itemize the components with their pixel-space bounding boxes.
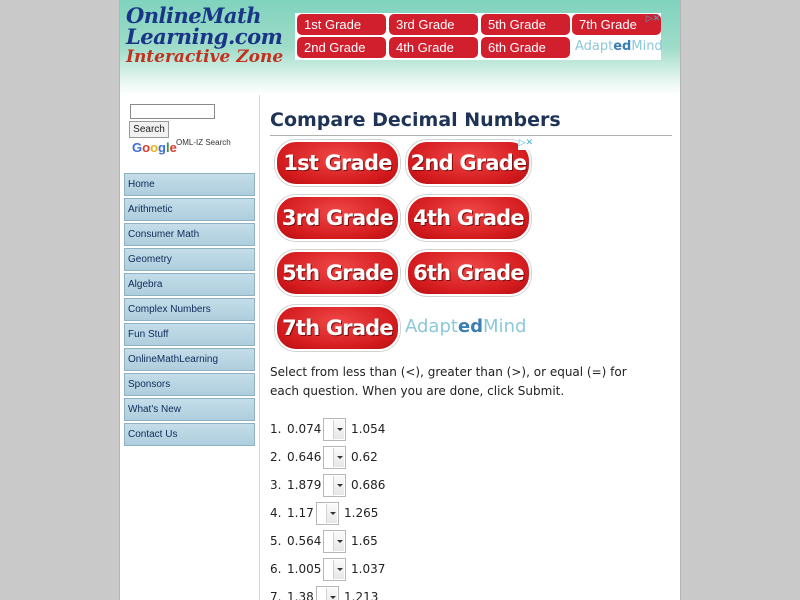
nav-item-onlinemathlearning[interactable]: OnlineMathLearning (124, 348, 255, 371)
header-ad-button[interactable]: 3rd Grade (389, 14, 478, 35)
nav-item-algebra[interactable]: Algebra (124, 273, 255, 296)
question-number: 5. (270, 534, 282, 548)
question-number: 1. (270, 422, 282, 436)
brand-prefix: Adapt (575, 39, 614, 54)
header-ad-brand[interactable] (575, 39, 663, 54)
question-right-value: 0.686 (351, 478, 386, 492)
page-title: Compare Decimal Numbers (270, 109, 561, 131)
nav-item-fun-stuff[interactable]: Fun Stuff (124, 323, 255, 346)
nav-item-contact-us[interactable]: Contact Us (124, 423, 255, 446)
nav-item-complex-numbers[interactable]: Complex Numbers (124, 298, 255, 321)
google-letter: o (150, 140, 159, 155)
logo-line-1: OnlineMath (126, 3, 261, 28)
adchoices-icon[interactable]: ▷✕ (645, 14, 661, 24)
compare-select[interactable] (323, 446, 346, 469)
instructions: Select from less than (<), greater than (>), or equal (=) for each question. When you are done, click Submit. (270, 365, 627, 398)
chevron-down-icon (333, 448, 344, 467)
question-number: 4. (270, 506, 282, 520)
search-input[interactable] (130, 104, 215, 119)
ad-grade-button[interactable]: 2nd Grade (406, 140, 531, 186)
page (119, 0, 681, 600)
ad-grade-button[interactable]: 3rd Grade (275, 195, 400, 241)
ad-grade-button[interactable]: 4th Grade (406, 195, 531, 241)
logo-line-2: Learning.com (126, 24, 283, 49)
site-logo[interactable] (126, 5, 283, 68)
question-left-value: 0.564 (287, 534, 322, 548)
question-left-value: 1.17 (287, 506, 314, 520)
logo-line-3: Interactive Zone (126, 47, 284, 67)
sidebar (120, 95, 260, 600)
chevron-down-icon (333, 420, 344, 439)
sidebar-nav (124, 173, 255, 448)
nav-item-consumer-math[interactable]: Consumer Math (124, 223, 255, 246)
compare-select[interactable] (323, 474, 346, 497)
header-ad-banner[interactable] (295, 13, 661, 60)
header-ad-button[interactable]: 6th Grade (481, 37, 570, 58)
question-number: 3. (270, 478, 282, 492)
search-sublabel: OML-IZ Search (176, 138, 231, 147)
brand-mid: ed (613, 39, 632, 54)
nav-item-home[interactable]: Home (124, 173, 255, 196)
brand-suffix: Mind (631, 39, 663, 54)
google-letter: e (169, 140, 177, 155)
question-number: 6. (270, 562, 282, 576)
header-ad-button[interactable]: 1st Grade (297, 14, 386, 35)
brand-suffix: Mind (483, 316, 527, 337)
main-content (270, 95, 672, 600)
brand-prefix: Adapt (405, 316, 458, 337)
question-left-value: 1.38 (287, 590, 314, 600)
chevron-down-icon (333, 532, 344, 551)
question-left-value: 1.005 (287, 562, 322, 576)
chevron-down-icon (326, 588, 337, 600)
compare-select[interactable] (316, 502, 339, 525)
compare-select[interactable] (323, 530, 346, 553)
adchoices-icon[interactable]: ▷✕ (518, 138, 534, 148)
nav-item-sponsors[interactable]: Sponsors (124, 373, 255, 396)
site-header (120, 0, 681, 95)
chevron-down-icon (333, 476, 344, 495)
google-letter: o (142, 140, 151, 155)
header-ad-button[interactable]: 4th Grade (389, 37, 478, 58)
ad-grade-button[interactable]: 5th Grade (275, 250, 400, 296)
question-right-value: 1.037 (351, 562, 386, 576)
nav-item-whats-new[interactable]: What's New (124, 398, 255, 421)
compare-select[interactable] (323, 558, 346, 581)
ad-brand[interactable] (405, 316, 526, 337)
title-divider (270, 135, 672, 136)
brand-mid: ed (457, 316, 484, 337)
nav-item-arithmetic[interactable]: Arithmetic (124, 198, 255, 221)
question-right-value: 1.265 (344, 506, 379, 520)
google-logo (132, 140, 177, 155)
question-number: 2. (270, 450, 282, 464)
compare-select[interactable] (323, 418, 346, 441)
google-letter: g (158, 140, 166, 155)
header-ad-button[interactable]: 7th Grade (572, 14, 661, 35)
google-letter: G (132, 140, 143, 155)
question-left-value: 0.646 (287, 450, 322, 464)
question-left-value: 1.879 (287, 478, 322, 492)
header-ad-button[interactable]: 2nd Grade (297, 37, 386, 58)
question-right-value: 0.62 (351, 450, 378, 464)
chevron-down-icon (333, 560, 344, 579)
grade-ad-banner[interactable] (270, 137, 534, 357)
question-left-value: 0.074 (287, 422, 322, 436)
chevron-down-icon (326, 504, 337, 523)
question-right-value: 1.213 (344, 590, 379, 600)
compare-select[interactable] (316, 586, 339, 600)
google-letter: l (165, 140, 170, 155)
question-number: 7. (270, 590, 282, 600)
question-right-value: 1.65 (351, 534, 378, 548)
nav-item-geometry[interactable]: Geometry (124, 248, 255, 271)
search-button[interactable]: Search (129, 121, 169, 138)
ad-grade-button[interactable]: 6th Grade (406, 250, 531, 296)
question-right-value: 1.054 (351, 422, 386, 436)
header-ad-button[interactable]: 5th Grade (481, 14, 570, 35)
ad-grade-button[interactable]: 7th Grade (275, 305, 400, 351)
ad-grade-button[interactable]: 1st Grade (275, 140, 400, 186)
